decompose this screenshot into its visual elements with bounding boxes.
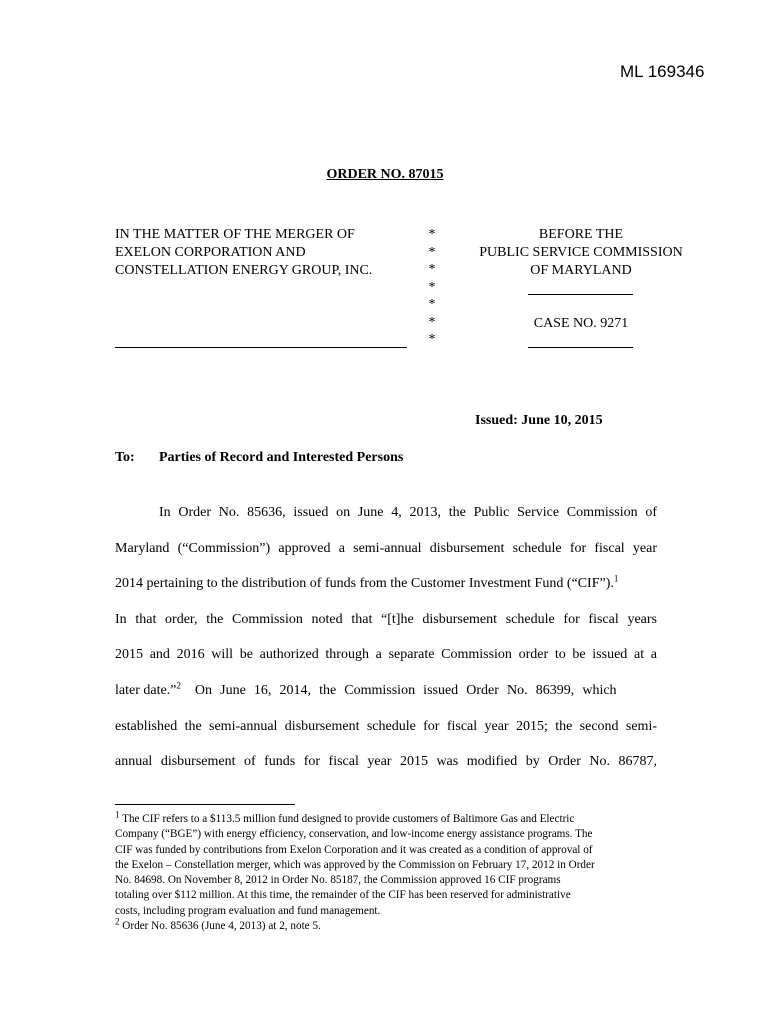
body-line-text: later date.”	[115, 682, 177, 698]
caption-right-line: PUBLIC SERVICE COMMISSION	[479, 245, 683, 260]
caption-left-line: CONSTELLATION ENERGY GROUP, INC.	[115, 263, 373, 278]
caption-right-rule-bottom	[528, 347, 633, 348]
footnote-1-line: costs, including program evaluation and fund management.	[115, 904, 381, 917]
footnote-2-marker: 2	[115, 916, 120, 927]
body-line: In Order No. 85636, issued on June 4, 2013, the Public Service Commission of	[159, 505, 657, 520]
caption-right	[465, 226, 697, 280]
caption-left-line: EXELON CORPORATION AND	[115, 245, 306, 260]
body-line-text: Maryland (“Commission”) approved a semi-annual disbursement schedule for fiscal year	[115, 540, 657, 556]
caption-right-line: BEFORE THE	[538, 227, 624, 242]
footnote-2-line	[115, 916, 660, 934]
caption-right-line: OF MARYLAND	[530, 263, 632, 278]
order-title: ORDER NO. 87015	[326, 167, 444, 182]
body-line	[115, 673, 657, 709]
body-line: In that order, the Commission noted that “[t]he disbursement schedule for fiscal years	[115, 611, 657, 627]
footnote-1-line: Company (“BGE”) with energy efficiency, conservation, and low-income energy assistance programs. The	[115, 828, 593, 841]
issued-date: Issued: June 10, 2015	[475, 413, 603, 428]
caption-star: *	[428, 297, 436, 312]
body-line	[115, 531, 657, 567]
body-line-text: On June 16, 2014, the Commission issued Order No. 86399, which	[194, 682, 617, 698]
footnote-2-text: Order No. 85636 (June 4, 2013) at 2, note 5.	[122, 920, 321, 933]
footnotes	[115, 809, 660, 934]
body-line	[115, 566, 657, 602]
to-label: To:	[115, 450, 135, 465]
footnote-1-line: CIF was funded by contributions from Exelon Corporation and it was created as a condition of approval of	[115, 843, 593, 856]
caption-left-line: IN THE MATTER OF THE MERGER OF	[115, 227, 355, 242]
footnote-separator	[115, 804, 295, 805]
caption-star: *	[428, 279, 436, 295]
caption-star: *	[428, 314, 436, 330]
body-line: 2015 and 2016 will be authorized through a separate Commission order to be issued at a	[115, 647, 657, 663]
ml-number: ML 169346	[620, 62, 705, 81]
footnote-ref-2[interactable]: 2	[176, 680, 181, 691]
to-recipients: Parties of Record and Interested Persons	[159, 450, 404, 465]
caption-star: *	[428, 244, 436, 260]
footnote-1-line: the Exelon – Constellation merger, which was approved by the Commission on February 17, 2012 in Order	[115, 858, 595, 871]
footnote-1-line: totaling over $112 million. At this time, the remainder of the CIF has been reserved for administrative	[115, 889, 571, 902]
caption-star: *	[428, 262, 436, 277]
footnote-1-marker: 1	[115, 809, 120, 820]
order-body	[115, 495, 657, 780]
case-number: CASE NO. 9271	[533, 316, 629, 331]
caption-star: *	[428, 332, 436, 347]
body-line: annual disbursement of funds for fiscal year 2015 was modified by Order No. 86787,	[115, 754, 657, 770]
caption-right-rule-top	[528, 294, 633, 295]
footnote-1-line	[115, 809, 660, 827]
caption-left-rule	[115, 347, 407, 348]
caption-left	[115, 226, 372, 280]
body-line: established the semi-annual disbursement schedule for fiscal year 2015; the second semi-	[115, 718, 657, 734]
footnote-ref-1[interactable]: 1	[613, 573, 619, 584]
body-line-text: 2014 pertaining to the distribution of funds from the Customer Investment Fund (“CIF”).	[115, 576, 614, 592]
caption-stars	[427, 226, 437, 349]
caption-star: *	[428, 227, 436, 242]
footnote-1-text: The CIF refers to a $113.5 million fund designed to provide customers of Baltimore Gas and Electric	[122, 813, 575, 825]
footnote-1-line: No. 84698. On November 8, 2012 in Order No. 85187, the Commission approved 16 CIF programs	[115, 874, 561, 887]
